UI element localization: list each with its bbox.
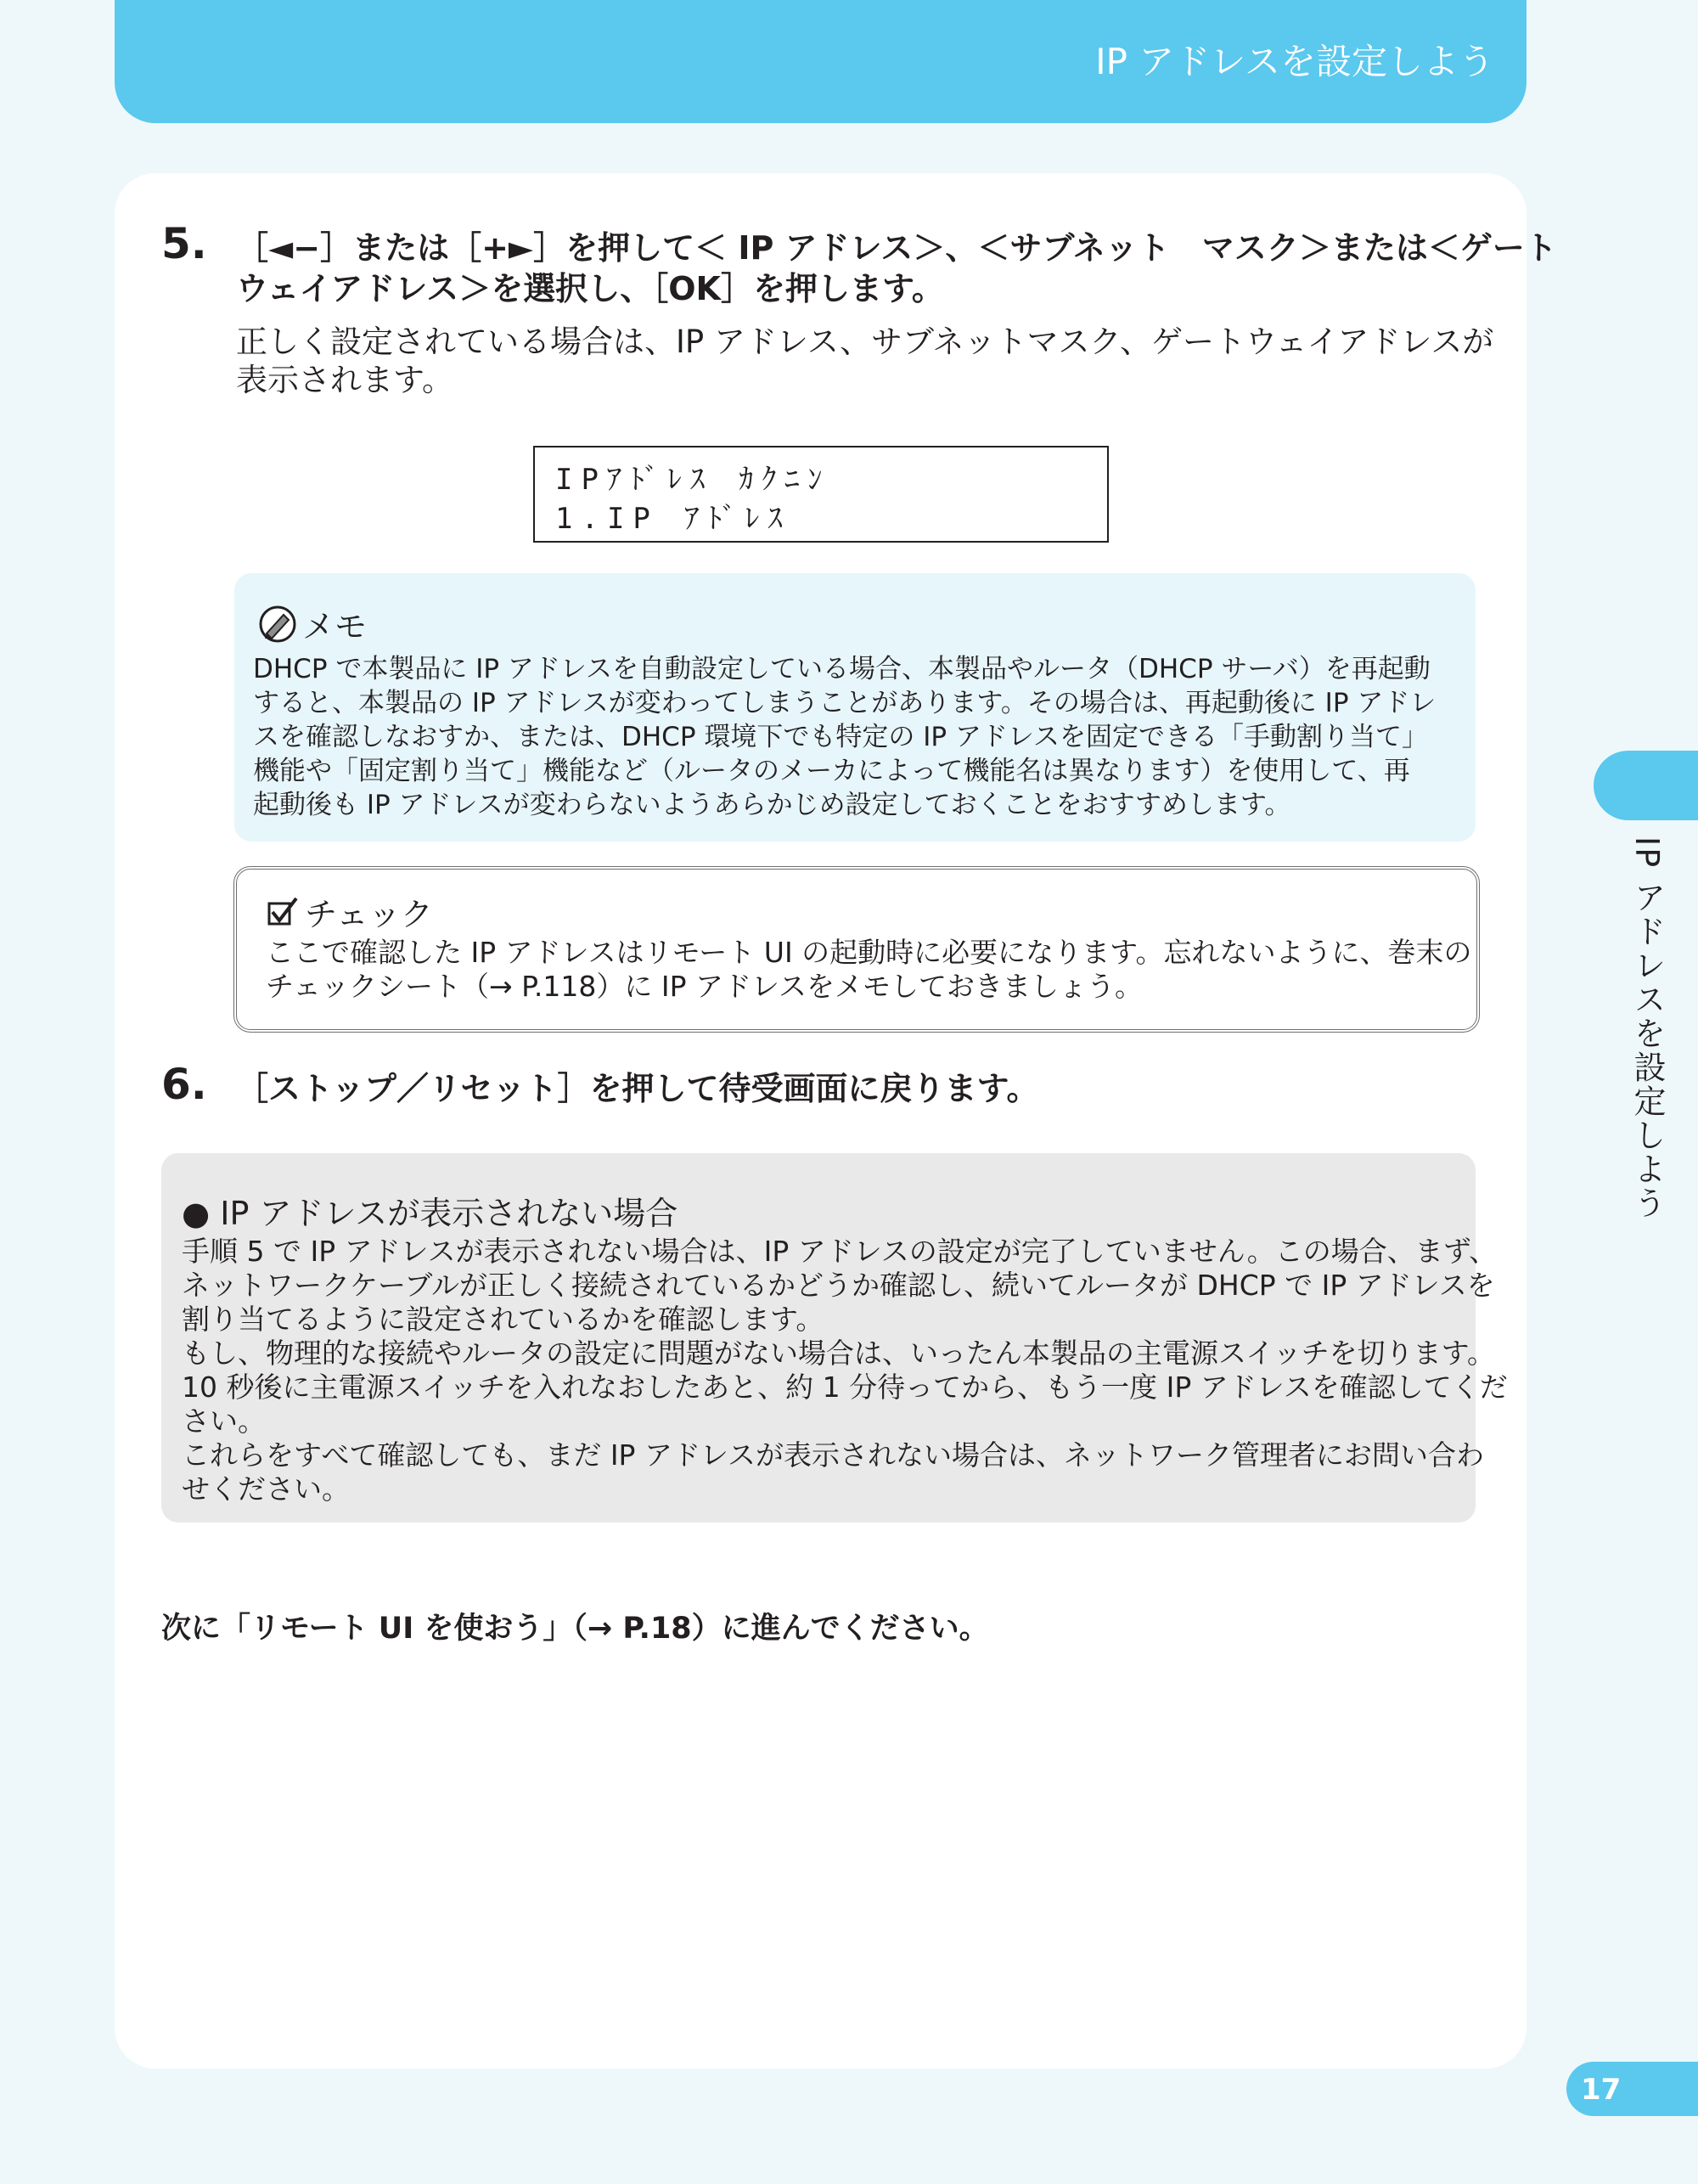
memo-line: 起動後も IP アドレスが変わらないようあらかじめ設定しておくことをおすすめします。	[253, 790, 1291, 820]
step-6-number: 6.	[161, 1060, 207, 1109]
lcd-line-2: 1.IP ｱﾄﾞﾚｽ	[555, 502, 791, 536]
step-6-instruction: ［ストップ／リセット］を押して待受画面に戻ります。	[236, 1070, 1039, 1107]
check-title: チェック	[305, 896, 433, 933]
memo-heading	[258, 600, 367, 647]
page-number: 17	[1581, 2073, 1622, 2107]
note-line: せください。	[182, 1472, 350, 1506]
step-5-description-line-1: 正しく設定されている場合は、IP アドレス、サブネットマスク、ゲートウェイアドレスが	[236, 324, 1494, 360]
lcd-line-1: IPｱﾄﾞﾚｽ ｶｸﾆﾝ	[555, 463, 831, 497]
next-page-link[interactable]: 次に「リモート UI を使おう」（→ P.18）に進んでください。	[161, 1612, 989, 1646]
note-line: もし、物理的な接続やルータの設定に問題がない場合は、いったん本製品の主電源スイッチを切ります。	[182, 1337, 1496, 1370]
memo-line: スを確認しなおすか、または、DHCP 環境下でも特定の IP アドレスを固定できる「手動割り当て」	[253, 722, 1428, 752]
memo-line: 機能や「固定割り当て」機能など（ルータのメーカによって機能名は異なります）を使用して、再	[253, 756, 1410, 786]
checkbox-icon	[266, 895, 300, 929]
header-band	[115, 0, 1527, 123]
step-5-instruction-line-2: ウェイアドレス＞を選択し、［OK］を押します。	[236, 270, 944, 307]
note-title: ● IP アドレスが表示されない場合	[182, 1195, 678, 1232]
side-tab-label: IP アドレスを設定しよう	[1628, 836, 1666, 1221]
check-line: チェックシート（→ P.118）に IP アドレスをメモしておきましょう。	[266, 970, 1144, 1003]
memo-title: メモ	[302, 608, 368, 645]
note-body	[182, 1235, 1508, 1506]
side-tab	[1594, 751, 1698, 820]
note-line: 手順 5 で IP アドレスが表示されない場合は、IP アドレスの設定が完了していません。この場合、まず、	[182, 1235, 1498, 1268]
pencil-icon	[258, 605, 297, 644]
memo-body	[253, 652, 1436, 822]
page-title: IP アドレスを設定しよう	[1095, 41, 1494, 82]
note-line: これらをすべて確認しても、まだ IP アドレスが表示されない場合は、ネットワーク管理者にお問い合わ	[182, 1438, 1484, 1472]
check-line: ここで確認した IP アドレスはリモート UI の起動時に必要になります。忘れないように、巻末の	[266, 936, 1472, 969]
memo-line: DHCP で本製品に IP アドレスを自動設定している場合、本製品やルータ（DHCP サーバ）を再起動	[253, 654, 1431, 684]
check-body	[266, 936, 1472, 1004]
lcd-display	[533, 446, 1109, 543]
step-5-instruction-line-1: ［◄−］または［+►］を押して＜ IP アドレス＞、＜サブネット マスク＞または＜ゲート	[236, 229, 1557, 267]
note-line: さい。	[182, 1404, 266, 1438]
check-heading	[266, 888, 433, 935]
note-line: 10 秒後に主電源スイッチを入れなおしたあと、約 1 分待ってから、もう一度 IP アドレスを確認してくだ	[182, 1371, 1508, 1404]
note-line: ネットワークケーブルが正しく接続されているかどうか確認し、続いてルータが DHCP で IP アドレスを	[182, 1269, 1495, 1302]
memo-line: すると、本製品の IP アドレスが変わってしまうことがあります。その場合は、再起動後に IP アドレ	[253, 688, 1437, 718]
step-5-description-line-2: 表示されます。	[236, 362, 454, 398]
note-line: 割り当てるように設定されているかを確認します。	[182, 1303, 824, 1336]
step-5-number: 5.	[161, 219, 207, 268]
